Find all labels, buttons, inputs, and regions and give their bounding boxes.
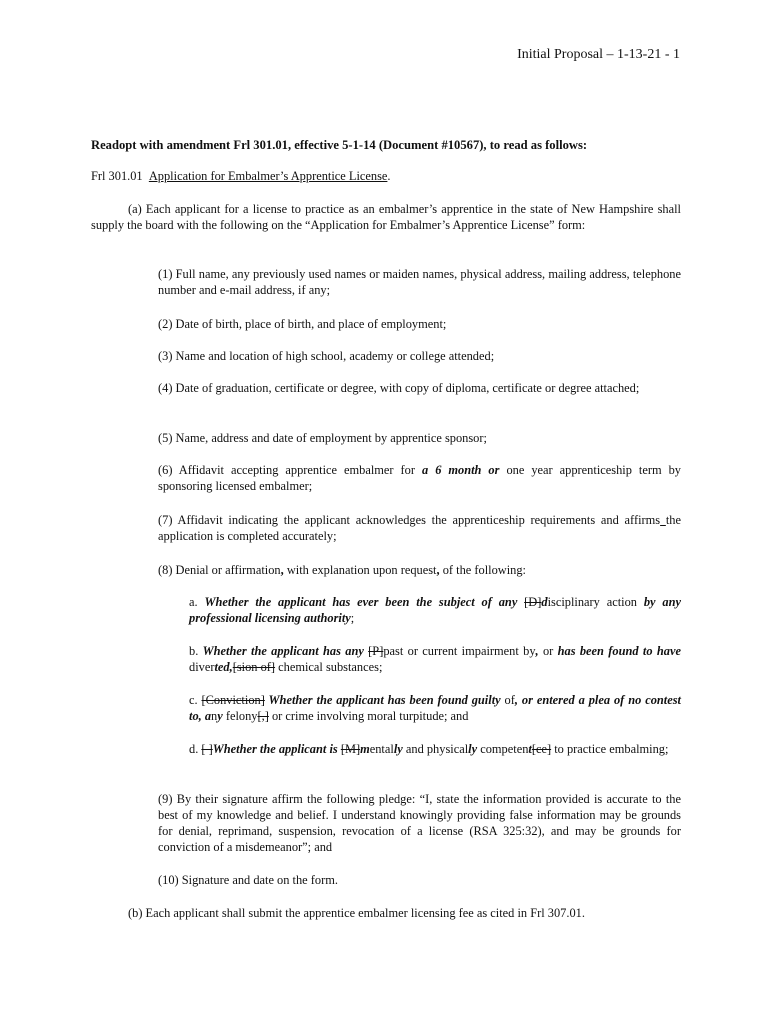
sub-d-label: d. [189, 742, 202, 756]
list-item-3: (3) Name and location of high school, academy or college attended; [158, 349, 495, 363]
list-item-6 [158, 462, 681, 494]
sub-b-text-3: diver [189, 660, 215, 674]
paragraph-b: (b) Each applicant shall submit the apprentice embalmer licensing fee as cited in Frl 307.01. [128, 906, 585, 920]
sub-d-insertion-4: ly [468, 742, 478, 756]
sub-a-insertion-2: d [541, 595, 548, 609]
sub-b-insertion-1: Whether the applicant has any [202, 644, 369, 658]
sub-a-insertion-3: by any professional licensing authority [189, 595, 681, 625]
sub-b-label: b. [189, 644, 203, 658]
sub-c-text-1: of [500, 693, 515, 707]
sub-d-text-4: to practice embalming; [551, 742, 669, 756]
sub-d-text-2: and physical [402, 742, 469, 756]
sub-d-deletion-3: [ce] [531, 742, 552, 756]
list-item-2: (2) Date of birth, place of birth, and place of employment; [158, 317, 447, 331]
section-number: Frl 301.01 [91, 169, 143, 183]
sub-b-text-2: or [538, 644, 558, 658]
sub-d-text-3: competen [477, 742, 529, 756]
item-8-text-end: of the following: [439, 563, 527, 577]
list-item-7 [158, 512, 681, 544]
sub-d-deletion-1: [ ] [201, 742, 213, 756]
sub-b-deletion-1: [P] [368, 644, 384, 658]
sub-b-text-1: past or current impairment by [383, 644, 536, 658]
sub-item-b [189, 643, 681, 675]
item-7-text: (7) Affidavit indicating the applicant acknowledges the apprenticeship requirements and affirms [158, 513, 661, 527]
sub-a-label: a. [189, 595, 205, 609]
sub-c-text-3: felony [222, 709, 258, 723]
list-item-8 [158, 562, 681, 578]
section-title [91, 168, 391, 184]
item-6-text: (6) Affidavit accepting apprentice embalmer for [158, 463, 422, 477]
item-6-text-end: one year apprenticeship term by sponsoring licensed embalmer; [158, 463, 682, 493]
sub-c-insertion-3: y [217, 709, 223, 723]
sub-b-deletion-2: [sion of] [232, 660, 276, 674]
item-8-text: (8) Denial or affirmation [158, 563, 281, 577]
rule-heading: Readopt with amendment Frl 301.01, effective 5-1-14 (Document #10567), to read as follows: [91, 138, 588, 152]
sub-c-text-4: or crime involving moral turpitude; and [268, 709, 469, 723]
item-8-text-mid: with explanation upon request [283, 563, 437, 577]
sub-d-insertion-5: t [528, 742, 532, 756]
sub-a-text-2: ; [350, 611, 355, 625]
sub-d-deletion-2: [M] [340, 742, 361, 756]
sub-c-label: c. [189, 693, 202, 707]
list-item-4: (4) Date of graduation, certificate or degree, with copy of diploma, certificate or degree attached; [158, 381, 640, 395]
sub-b-insertion-4: ted, [214, 660, 233, 674]
list-item-5: (5) Name, address and date of employment by apprentice sponsor; [158, 431, 487, 445]
sub-d-insertion-3: ly [393, 742, 403, 756]
sub-a-deletion-1: [D] [524, 595, 542, 609]
sub-c-deletion-2: [,] [257, 709, 269, 723]
sub-item-d [189, 741, 681, 757]
sub-item-a [189, 594, 681, 626]
list-item-10: (10) Signature and date on the form. [158, 873, 338, 887]
item-6-insertion: a 6 month or [422, 463, 500, 477]
item-7-text-end: the application is completed accurately; [158, 513, 681, 543]
item-8-insertion: , [280, 563, 284, 577]
page-header: Initial Proposal – 1-13-21 - 1 [517, 47, 680, 62]
sub-c-insertion-1: Whether the applicant has been found guilty [264, 693, 501, 707]
sub-b-insertion-3: has been found to have [557, 644, 681, 658]
sub-item-c [189, 692, 681, 724]
sub-c-insertion-2: , or entered a plea of no contest to, a [189, 693, 681, 723]
section-title-text: Application for Embalmer’s Apprentice License [148, 169, 388, 183]
item-8-insertion-2: , [436, 563, 440, 577]
sub-b-text-4: chemical substances; [275, 660, 383, 674]
section-title-period: . [387, 169, 391, 183]
sub-c-deletion-1: [Conviction] [201, 693, 265, 707]
sub-d-insertion-2: m [360, 742, 370, 756]
sub-d-text-1: ental [369, 742, 394, 756]
list-item-1: (1) Full name, any previously used names or maiden names, physical address, mailing address, telephone number and e-mail address, if any; [158, 267, 681, 297]
sub-a-text-1: isciplinary action [547, 595, 644, 609]
sub-b-insertion-2: , [535, 644, 539, 658]
sub-c-text-2: n [211, 709, 218, 723]
sub-d-insertion-1: Whether the applicant is [212, 742, 341, 756]
list-item-9: (9) By their signature affirm the following pledge: “I, state the information provided is accurate to the best of my knowledge and belief. I understand knowingly providing false information may be grounds for denial, reprimand, suspension, revocation of a license (RSA 325:32), and may be grounds for conviction of a misdemeanor”; and [158, 792, 681, 854]
paragraph-a: (a) Each applicant for a license to practice as an embalmer’s apprentice in the state of New Hampshire shall supply the board with the following on the “Application for Embalmer’s Apprentice License” form: [91, 202, 681, 232]
sub-a-insertion-1: Whether the applicant has ever been the subject of any [204, 595, 525, 609]
